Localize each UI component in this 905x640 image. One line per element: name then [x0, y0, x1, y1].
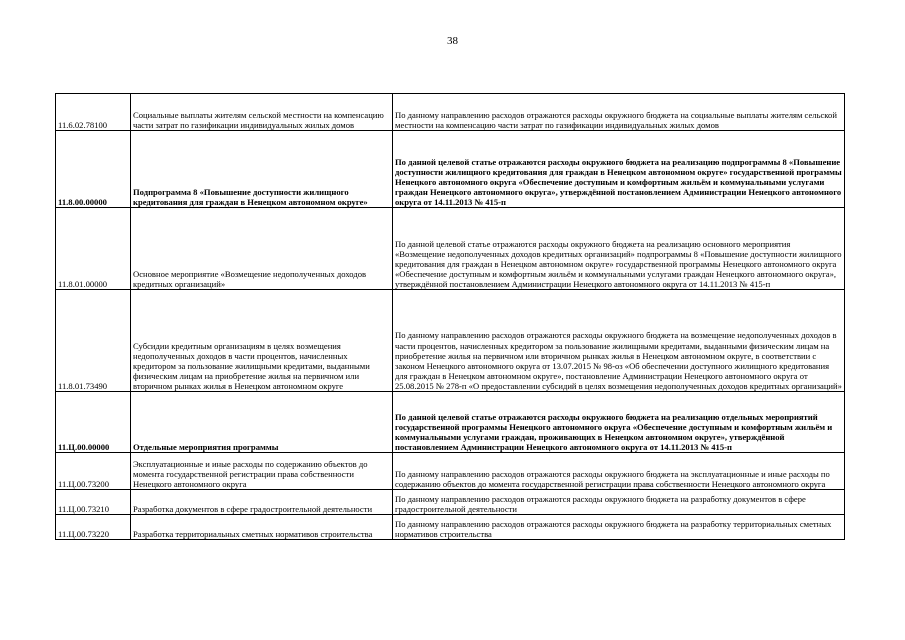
row-name: Подпрограмма 8 «Повышение доступности жилищного кредитования для граждан в Ненецком автономном округе»	[131, 131, 393, 208]
table-row	[56, 208, 845, 290]
table-row	[56, 94, 845, 131]
table-row	[56, 131, 845, 208]
table-row	[56, 453, 845, 490]
table-row	[56, 490, 845, 515]
page-number: 38	[447, 35, 458, 47]
row-code: 11.8.00.00000	[56, 131, 131, 208]
row-name: Разработка документов в сфере градостроительной деятельности	[131, 490, 393, 515]
row-code: 11.Ц.00.73200	[56, 453, 131, 490]
row-code: 11.Ц.00.73220	[56, 515, 131, 540]
row-code: 11.6.02.78100	[56, 94, 131, 131]
row-description: По данному направлению расходов отражаются расходы окружного бюджета на социальные выплаты жителям сельской местности на компенсацию части затрат по газификации индивидуальных жилых домов	[393, 94, 845, 131]
row-code: 11.8.01.73490	[56, 290, 131, 392]
row-name: Отдельные мероприятия программы	[131, 392, 393, 453]
row-code: 11.8.01.00000	[56, 208, 131, 290]
budget-classification-table	[55, 93, 845, 540]
table-row	[56, 392, 845, 453]
row-description: По данному направлению расходов отражаются расходы окружного бюджета на разработку документов в сфере градостроительной деятельности	[393, 490, 845, 515]
table-row	[56, 515, 845, 540]
row-description: По данному направлению расходов отражаются расходы окружного бюджета на эксплуатационные и иные расходы по содержанию объектов до момента государственной регистрации права собственности Ненецкого автономного округа	[393, 453, 845, 490]
row-name: Эксплуатационные и иные расходы по содержанию объектов до момента государственной регистрации права собственности Ненецкого автономного округа	[131, 453, 393, 490]
row-description: По данной целевой статье отражаются расходы окружного бюджета на реализацию основного мероприятия «Возмещение недополученных доходов кредитных организаций» подпрограммы 8 «Повышение доступности жилищного кредитования для граждан в Ненецком автономном округе» государственной программы Ненецкого автономного округа «Обеспечение доступным и комфортным жильём и коммунальными услугами граждан Ненецкого автономного округа», утверждённой постановлением Администрации Ненецкого автономного округа от 14.11.2013 № 415-п	[393, 208, 845, 290]
table-row	[56, 290, 845, 392]
row-description: По данной целевой статье отражаются расходы окружного бюджета на реализацию отдельных мероприятий государственной программы Ненецкого автономного округа «Обеспечение доступным и комфортным жильём и коммунальными услугами граждан, проживающих в Ненецком автономном округе», утверждённой постановлением Администрации Ненецкого автономного округа от 14.11.2013 № 415-п	[393, 392, 845, 453]
row-description: По данному направлению расходов отражаются расходы окружного бюджета на разработку территориальных сметных нормативов строительства	[393, 515, 845, 540]
row-description: По данному направлению расходов отражаются расходы окружного бюджета на возмещение недополученных доходов в части процентов, начисленных кредитором за пользование жилищными кредитами, выданными физическим лицам на приобретение жилья на первичном или вторичном рынках жилья в Ненецком автономном округе, в соответствии с законом Ненецкого автономного округа от 13.07.2015 № 98-оз «Об обеспечении доступного жилищного кредитования для граждан в Ненецком автономном округе», постановление Администрации Ненецкого автономного округа от 25.08.2015 № 278-п «О предоставлении субсидий в целях возмещения недополученных доходов кредитных организаций»	[393, 290, 845, 392]
row-name: Основное мероприятие «Возмещение недополученных доходов кредитных организаций»	[131, 208, 393, 290]
row-code: 11.Ц.00.00000	[56, 392, 131, 453]
row-description: По данной целевой статье отражаются расходы окружного бюджета на реализацию подпрограммы 8 «Повышение доступности жилищного кредитования для граждан в Ненецком автономном округе» государственной программы Ненецкого автономного округа «Обеспечение доступным и комфортным жильём и коммунальными услугами граждан Ненецкого автономного округа», утверждённой постановлением Администрации Ненецкого автономного округа от 14.11.2013 № 415-п	[393, 131, 845, 208]
row-code: 11.Ц.00.73210	[56, 490, 131, 515]
row-name: Субсидии кредитным организациям в целях возмещения недополученных доходов в части процентов, начисленных кредитором за пользование жилищными кредитами, выданными физическим лицам на приобретение жилья на первичном или вторичном рынках жилья в Ненецком автономном округе	[131, 290, 393, 392]
row-name: Социальные выплаты жителям сельской местности на компенсацию части затрат по газификации индивидуальных жилых домов	[131, 94, 393, 131]
row-name: Разработка территориальных сметных нормативов строительства	[131, 515, 393, 540]
